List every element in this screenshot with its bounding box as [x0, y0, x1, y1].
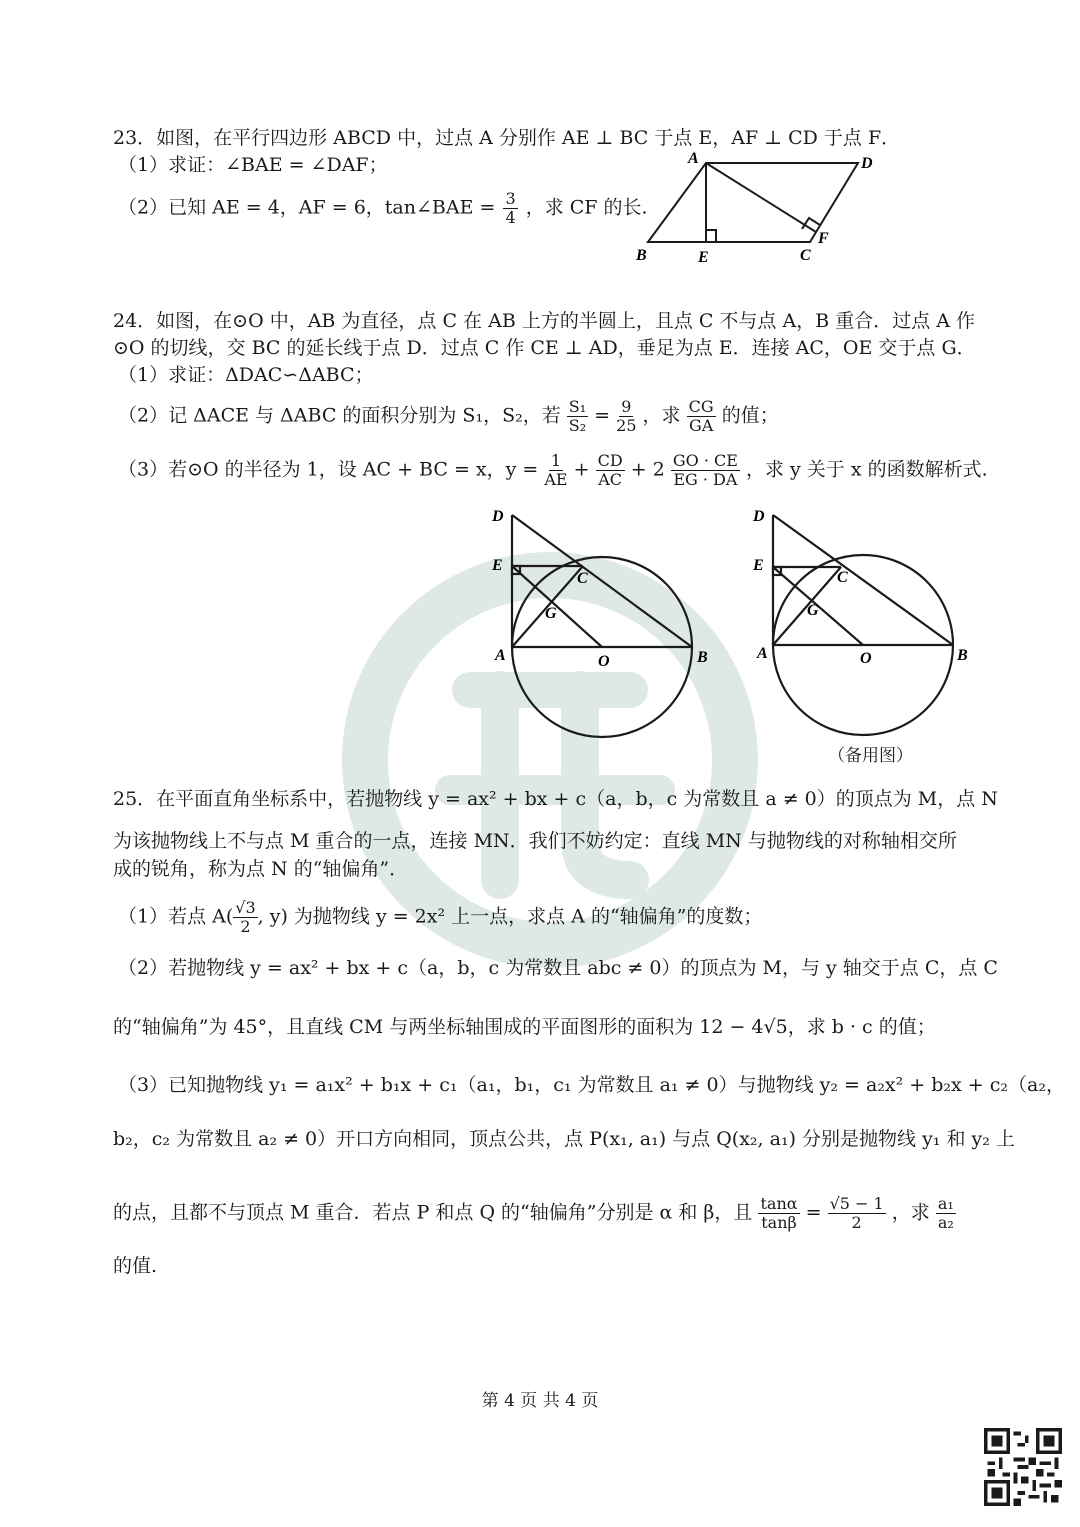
q25-line-1: 25．在平面直角坐标系中，若抛物线 y = ax² + bx + c（a，b，c 为常数且 a ≠ 0）的顶点为 M，点 N	[113, 788, 998, 810]
page-footer: 第 4 页 共 4 页	[481, 1391, 599, 1411]
q25-line-2: 为该抛物线上不与点 M 重合的一点，连接 MN．我们不妨约定：直线 MN 与抛物线的对称轴相交所	[113, 830, 957, 852]
label-B: B	[957, 647, 968, 664]
label-G: G	[807, 602, 819, 619]
backup-figure-caption: （备用图）	[828, 746, 913, 766]
parallelogram-figure	[630, 150, 890, 270]
q25-part2-line-2: 的“轴偏角”为 45°，且直线 CM 与两坐标轴围成的平面图形的面积为 12 − 4√5，求 b · c 的值；	[113, 1016, 936, 1038]
q24-part1: （1）求证：ΔDAC∽ΔABC；	[118, 364, 374, 386]
circle-figure-backup	[745, 500, 985, 750]
q23-stem: 23．如图，在平行四边形 ABCD 中，过点 A 分别作 AE ⊥ BC 于点 E，AF ⊥ CD 于点 F．	[113, 127, 901, 149]
label-O: O	[860, 650, 872, 667]
label-D: D	[861, 155, 873, 172]
label-A: A	[688, 150, 699, 167]
q25-part1: （1）若点 A( $\frac{√3}{2}$ , y) 为抛物线 y = 2x² 上一点，求点 A 的“轴偏角”的度数；	[118, 898, 763, 936]
label-D: D	[753, 508, 765, 525]
fraction-3-4: $\frac{3}{4}$	[505, 189, 516, 227]
q24-part2: （2）记 ΔACE 与 ΔABC 的面积分别为 S₁，S₂，若 $\frac{\text{S₁}}{\text{S₂}}$ = $\frac{9}{25}$ ，求 $\frac{CG}{GA}$ 的值；	[118, 397, 779, 435]
circle-figure-main	[485, 500, 725, 750]
label-E: E	[698, 249, 709, 266]
label-O: O	[598, 653, 610, 670]
q25-part3-line-3: 的点，且都不与顶点 M 重合．若点 P 和点 Q 的“轴偏角”分别是 α 和 β，且 $\frac{\tan\alpha}{\tan\beta}$ = $\frac{√5 - 1}{2}$ ，求 $\frac{\text{a₁}}{\text{a₂}}$	[113, 1194, 954, 1232]
q24-part3: （3）若⊙O 的半径为 1，设 AC + BC = x，y = $\frac{1}{AE}$ + $\frac{CD}{AC}$ + 2 $\frac{GO \cdot CE}{EG \cdot DA}$ ，求 y 关于 x 的函数解析式.	[118, 451, 988, 489]
q25-part3-line-4: 的值.	[113, 1255, 158, 1277]
label-E: E	[492, 557, 503, 574]
label-F: F	[818, 230, 829, 247]
label-D: D	[492, 508, 504, 525]
label-B: B	[636, 247, 647, 264]
q25-part3-line-2: b₂，c₂ 为常数且 a₂ ≠ 0）开口方向相同，顶点公共，点 P(x₁, a₁) 与点 Q(x₂, a₁) 分别是抛物线 y₁ 和 y₂ 上	[113, 1128, 1015, 1150]
q24-stem-1: 24．如图，在⊙O 中，AB 为直径，点 C 在 AB 上方的半圆上，且点 C 不与点 A，B 重合．过点 A 作	[113, 310, 975, 332]
qr-code-icon	[984, 1428, 1062, 1506]
q23-part1: （1）求证：∠BAE = ∠DAF；	[118, 154, 388, 176]
q25-line-3: 成的锐角，称为点 N 的“轴偏角”．	[113, 858, 409, 880]
label-E: E	[753, 557, 764, 574]
label-A: A	[757, 645, 768, 662]
q25-part2-line-1: （2）若抛物线 y = ax² + bx + c（a，b，c 为常数且 abc ≠ 0）的顶点为 M，与 y 轴交于点 C，点 C	[118, 957, 998, 979]
label-A: A	[495, 647, 506, 664]
label-C: C	[837, 569, 848, 586]
q23-part2: （2）已知 AE = 4，AF = 6，tan∠BAE = $\frac{3}{4}$ ，求 CF 的长.	[118, 189, 648, 227]
q25-part3-line-1: （3）已知抛物线 y₁ = a₁x² + b₁x + c₁（a₁，b₁，c₁ 为常数且 a₁ ≠ 0）与抛物线 y₂ = a₂x² + b₂x + c₂（a₂，	[118, 1074, 1065, 1096]
label-B: B	[697, 649, 708, 666]
label-C: C	[577, 570, 588, 587]
q24-stem-2: ⊙O 的切线，交 BC 的延长线于点 D．过点 C 作 CE ⊥ AD，垂足为点 E．连接 AC，OE 交于点 G．	[113, 337, 976, 359]
label-C: C	[800, 247, 811, 264]
label-G: G	[545, 605, 557, 622]
